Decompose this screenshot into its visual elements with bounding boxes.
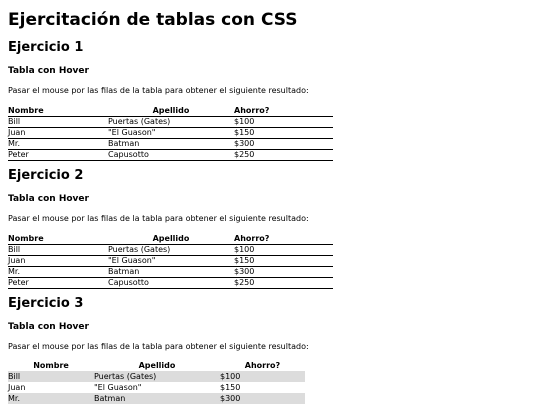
cell-apellido: Puertas (Gates) — [108, 245, 234, 256]
cell-apellido: Capusotto — [108, 278, 234, 289]
page-title: Ejercitación de tablas con CSS — [8, 10, 298, 30]
column-header-nombre: Nombre — [33, 361, 69, 370]
cell-ahorro: $150 — [220, 383, 241, 392]
cell-ahorro: $150 — [234, 128, 333, 139]
exercise-title: Ejercicio 3 — [8, 296, 84, 311]
exercise-subtitle: Tabla con Hover — [8, 66, 89, 76]
hover-table-2 — [8, 233, 333, 289]
table-row[interactable] — [8, 150, 333, 161]
cell-nombre: Mr. — [8, 139, 108, 150]
exercise-3 — [8, 296, 309, 404]
table-header-row — [8, 360, 305, 371]
column-header-apellido: Apellido — [138, 361, 176, 370]
column-header-nombre: Nombre — [8, 105, 108, 117]
cell-nombre: Juan — [8, 128, 108, 139]
cell-ahorro: $100 — [234, 245, 333, 256]
cell-ahorro: $250 — [234, 278, 333, 289]
cell-ahorro: $300 — [234, 139, 333, 150]
cell-apellido: Batman — [108, 139, 234, 150]
exercise-description: Pasar el mouse por las filas de la tabla para obtener el siguiente resultado: — [8, 214, 309, 223]
cell-nombre: Peter — [8, 278, 108, 289]
cell-ahorro: $250 — [234, 150, 333, 161]
exercise-description: Pasar el mouse por las filas de la tabla para obtener el siguiente resultado: — [8, 342, 309, 351]
exercise-2 — [8, 168, 333, 289]
table-row[interactable] — [8, 267, 333, 278]
exercise-description: Pasar el mouse por las filas de la tabla para obtener el siguiente resultado: — [8, 86, 309, 95]
cell-ahorro: $300 — [220, 393, 305, 404]
cell-apellido: Batman — [108, 267, 234, 278]
table-row[interactable] — [8, 245, 333, 256]
table-row[interactable] — [8, 117, 333, 128]
exercise-subtitle: Tabla con Hover — [8, 194, 89, 204]
table-header-row — [8, 233, 333, 245]
table-row[interactable] — [8, 371, 305, 382]
cell-apellido: "El Guason" — [94, 383, 142, 392]
cell-apellido: Capusotto — [108, 150, 234, 161]
cell-nombre: Juan — [8, 383, 26, 392]
cell-apellido: "El Guason" — [108, 256, 234, 267]
column-header-apellido: Apellido — [108, 233, 234, 245]
cell-apellido: Puertas (Gates) — [94, 371, 220, 382]
cell-ahorro: $150 — [234, 256, 333, 267]
cell-nombre: Mr. — [8, 393, 94, 404]
cell-nombre: Mr. — [8, 267, 108, 278]
hover-table-3 — [8, 360, 305, 404]
cell-nombre: Juan — [8, 256, 108, 267]
table-row[interactable] — [8, 139, 333, 150]
cell-apellido: Batman — [94, 393, 220, 404]
cell-nombre: Bill — [8, 371, 94, 382]
column-header-ahorro: Ahorro? — [234, 105, 333, 117]
cell-nombre: Peter — [8, 150, 108, 161]
column-header-apellido: Apellido — [108, 105, 234, 117]
column-header-ahorro: Ahorro? — [234, 233, 333, 245]
cell-nombre: Bill — [8, 245, 108, 256]
cell-apellido: "El Guason" — [108, 128, 234, 139]
table-row[interactable] — [8, 382, 305, 393]
hover-table-1 — [8, 105, 333, 161]
cell-ahorro: $300 — [234, 267, 333, 278]
exercise-title: Ejercicio 2 — [8, 168, 84, 183]
table-row[interactable] — [8, 256, 333, 267]
column-header-ahorro: Ahorro? — [244, 361, 281, 370]
exercise-1 — [8, 40, 333, 161]
exercise-title: Ejercicio 1 — [8, 40, 84, 55]
cell-nombre: Bill — [8, 117, 108, 128]
table-row[interactable] — [8, 278, 333, 289]
cell-ahorro: $100 — [234, 117, 333, 128]
cell-apellido: Puertas (Gates) — [108, 117, 234, 128]
exercise-subtitle: Tabla con Hover — [8, 322, 89, 332]
table-row[interactable] — [8, 393, 305, 404]
column-header-nombre: Nombre — [8, 233, 108, 245]
table-row[interactable] — [8, 128, 333, 139]
table-header-row — [8, 105, 333, 117]
cell-ahorro: $100 — [220, 371, 305, 382]
